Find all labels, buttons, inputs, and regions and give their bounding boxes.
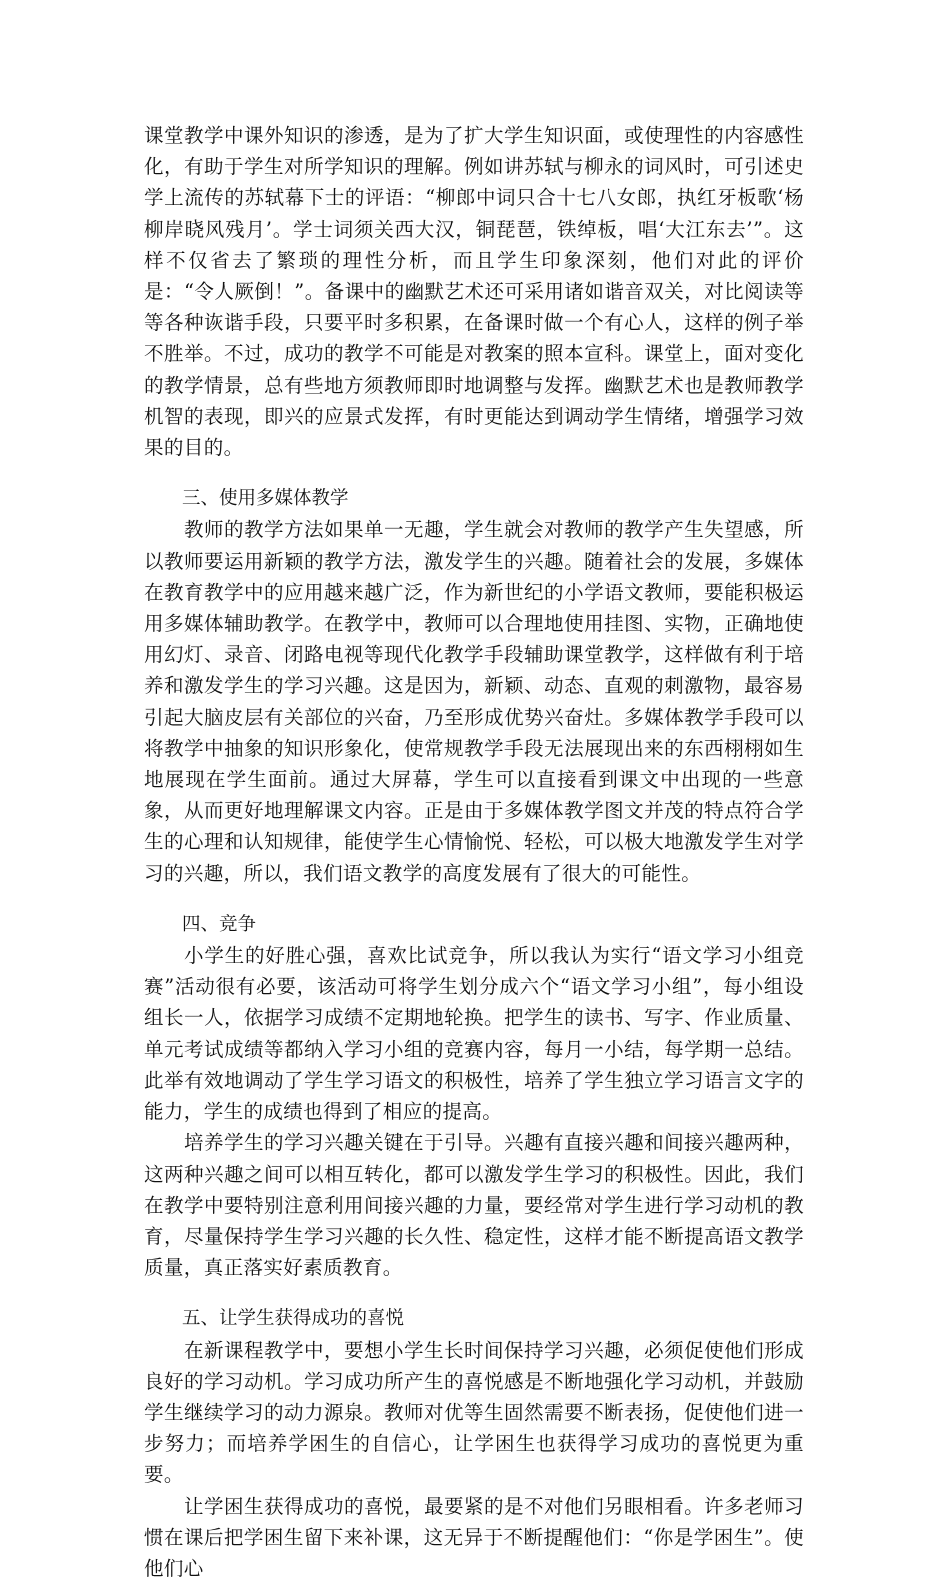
spacer — [144, 463, 804, 483]
spacer — [144, 889, 804, 909]
paragraph-section-4b: 培养学生的学习兴趣关键在于引导。兴趣有直接兴趣和间接兴趣两种，这两种兴趣之间可以相互转化，都可以激发学生学习的积极性。因此，我们在教学中要特别注意利用间接兴趣的力量，要经常对学生进行学习动机的教育，尽量保持学生学习兴趣的长久性、稳定性，这样才能不断提高语文教学质量，真正落实好素质教育。 — [144, 1131, 804, 1280]
section-heading-4: 四、竞争 — [182, 913, 257, 935]
paragraph-intro: 课堂教学中课外知识的渗透，是为了扩大学生知识面，或使理性的内容感性化，有助于学生对所学知识的理解。例如讲苏轼与柳永的词风时，可引述史学上流传的苏轼幕下士的评语：“柳郎中词只合十七八女郎，执红牙板歌‘杨柳岸晓风残月’。学士词须关西大汉，铜琵琶，铁绰板，唱‘大江东去’”。这样不仅省去了繁琐的理性分析，而且学生印象深刻，他们对此的评价是：“令人厥倒！”。备课中的幽默艺术还可采用诸如谐音双关，对比阅读等等各种诙谐手段，只要平时多积累，在备课时做一个有心人，这样的例子举不胜举。不过，成功的教学不可能是对教案的照本宣科。课堂上，面对变化的教学情景，总有些地方须教师即时地调整与发挥。幽默艺术也是教师教学机智的表现，即兴的应景式发挥，有时更能达到调动学生情绪，增强学习效果的目的。 — [144, 124, 804, 460]
document-page — [144, 120, 804, 1584]
section-heading-5: 五、让学生获得成功的喜悦 — [182, 1308, 405, 1330]
spacer — [144, 1283, 804, 1303]
paragraph-section-4a: 小学生的好胜心强，喜欢比试竞争，所以我认为实行“语文学习小组竞赛”活动很有必要，该活动可将学生划分成六个“语文学习小组”，每小组设组长一人，依据学习成绩不定期地轮换。把学生的读书、写字、作业质量、单元考试成绩等都纳入学习小组的竞赛内容，每月一小结，每学期一总结。此举有效地调动了学生学习语文的积极性，培养了学生独立学习语言文字的能力，学生的成绩也得到了相应的提高。 — [144, 944, 804, 1124]
section-heading-3: 三、使用多媒体教学 — [182, 488, 349, 510]
paragraph-section-5b: 让学困生获得成功的喜悦，最要紧的是不对他们另眼相看。许多老师习惯在课后把学困生留下来补课，这无异于不断提醒他们：“你是学困生”。使他们心 — [144, 1494, 804, 1580]
paragraph-section-3: 教师的教学方法如果单一无趣，学生就会对教师的教学产生失望感，所以教师要运用新颖的教学方法，激发学生的兴趣。随着社会的发展，多媒体在教育教学中的应用越来越广泛，作为新世纪的小学语文教师，要能积极运用多媒体辅助教学。在教学中，教师可以合理地使用挂图、实物，正确地使用幻灯、录音、闭路电视等现代化教学手段辅助课堂教学，这样做有利于培养和激发学生的学习兴趣。这是因为，新颖、动态、直观的刺激物，最容易引起大脑皮层有关部位的兴奋，乃至形成优势兴奋灶。多媒体教学手段可以将教学中抽象的知识形象化，使常规教学手段无法展现出来的东西栩栩如生地展现在学生面前。通过大屏幕，学生可以直接看到课文中出现的一些意象，从而更好地理解课文内容。正是由于多媒体教学图文并茂的特点符合学生的心理和认知规律，能使学生心情愉悦、轻松，可以极大地激发学生对学习的兴趣，所以，我们语文教学的高度发展有了很大的可能性。 — [144, 518, 804, 885]
paragraph-section-5a: 在新课程教学中，要想小学生长时间保持学习兴趣，必须促使他们形成良好的学习动机。学习成功所产生的喜悦感是不断地强化学习动机，并鼓励学生继续学习的动力源泉。教师对优等生固然需要不断表扬，促使他们进一步努力；而培养学困生的自信心，让学困生也获得学习成功的喜悦更为重要。 — [144, 1338, 804, 1487]
